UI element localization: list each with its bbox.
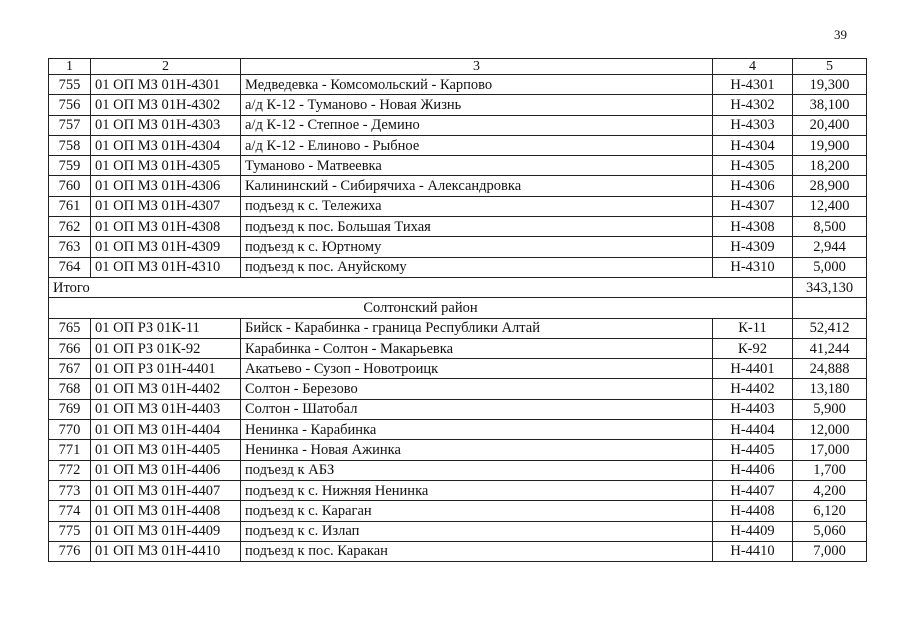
row-number: 774 [49, 501, 91, 521]
table-row [49, 541, 867, 561]
table-row [49, 501, 867, 521]
row-number: 764 [49, 257, 91, 277]
total-label: Итого [49, 277, 793, 297]
table-row [49, 257, 867, 277]
table-row [49, 318, 867, 338]
road-id: Н-4405 [713, 440, 793, 460]
total-row [49, 277, 867, 297]
road-id: Н-4408 [713, 501, 793, 521]
road-length: 2,944 [793, 237, 867, 257]
header-cell: 5 [793, 59, 867, 75]
road-name: Карабинка - Солтон - Макарьевка [241, 338, 713, 358]
road-code: 01 ОП МЗ 01Н-4403 [91, 399, 241, 419]
road-code: 01 ОП МЗ 01Н-4306 [91, 176, 241, 196]
table-row [49, 176, 867, 196]
road-name: подъезд к пос. Большая Тихая [241, 217, 713, 237]
table-row [49, 115, 867, 135]
table-row [49, 440, 867, 460]
road-code: 01 ОП МЗ 01Н-4409 [91, 521, 241, 541]
road-code: 01 ОП МЗ 01Н-4303 [91, 115, 241, 135]
road-name: подъезд к с. Нижняя Ненинка [241, 480, 713, 500]
table-row [49, 95, 867, 115]
row-number: 769 [49, 399, 91, 419]
road-length: 5,900 [793, 399, 867, 419]
row-number: 762 [49, 217, 91, 237]
road-length: 19,900 [793, 135, 867, 155]
road-id: Н-4301 [713, 75, 793, 95]
road-name: а/д К-12 - Елиново - Рыбное [241, 135, 713, 155]
section-empty-cell [793, 298, 867, 318]
road-name: Солтон - Березово [241, 379, 713, 399]
road-id: Н-4308 [713, 217, 793, 237]
road-name: подъезд к с. Караган [241, 501, 713, 521]
row-number: 771 [49, 440, 91, 460]
table-row [49, 135, 867, 155]
table-row [49, 156, 867, 176]
road-length: 52,412 [793, 318, 867, 338]
road-length: 12,000 [793, 420, 867, 440]
road-code: 01 ОП МЗ 01Н-4308 [91, 217, 241, 237]
road-id: Н-4305 [713, 156, 793, 176]
table-row [49, 460, 867, 480]
road-name: Акатьево - Сузоп - Новотроицк [241, 359, 713, 379]
road-name: Ненинка - Карабинка [241, 420, 713, 440]
road-id: Н-4401 [713, 359, 793, 379]
road-code: 01 ОП РЗ 01Н-4401 [91, 359, 241, 379]
row-number: 755 [49, 75, 91, 95]
road-length: 41,244 [793, 338, 867, 358]
road-id: Н-4309 [713, 237, 793, 257]
road-id: Н-4306 [713, 176, 793, 196]
road-name: подъезд к с. Юртному [241, 237, 713, 257]
table-row [49, 379, 867, 399]
road-id: Н-4307 [713, 196, 793, 216]
road-name: подъезд к с. Тележиха [241, 196, 713, 216]
header-cell: 3 [241, 59, 713, 75]
road-id: Н-4302 [713, 95, 793, 115]
row-number: 760 [49, 176, 91, 196]
row-number: 756 [49, 95, 91, 115]
row-number: 773 [49, 480, 91, 500]
road-length: 38,100 [793, 95, 867, 115]
road-length: 5,000 [793, 257, 867, 277]
road-code: 01 ОП МЗ 01Н-4406 [91, 460, 241, 480]
road-name: подъезд к АБЗ [241, 460, 713, 480]
table-row [49, 75, 867, 95]
table-row [49, 338, 867, 358]
section-title: Солтонский район [49, 298, 793, 318]
road-name: подъезд к пос. Ануйскому [241, 257, 713, 277]
road-name: Солтон - Шатобал [241, 399, 713, 419]
road-id: Н-4403 [713, 399, 793, 419]
road-code: 01 ОП РЗ 01К-11 [91, 318, 241, 338]
road-name: а/д К-12 - Степное - Демино [241, 115, 713, 135]
table-row [49, 196, 867, 216]
row-number: 761 [49, 196, 91, 216]
section-row [49, 298, 867, 318]
road-id: Н-4404 [713, 420, 793, 440]
road-name: Туманово - Матвеевка [241, 156, 713, 176]
road-length: 8,500 [793, 217, 867, 237]
header-cell: 1 [49, 59, 91, 75]
road-length: 6,120 [793, 501, 867, 521]
road-name: Бийск - Карабинка - граница Республики Алтай [241, 318, 713, 338]
road-length: 12,400 [793, 196, 867, 216]
road-length: 1,700 [793, 460, 867, 480]
road-id: К-11 [713, 318, 793, 338]
road-code: 01 ОП МЗ 01Н-4405 [91, 440, 241, 460]
road-code: 01 ОП МЗ 01Н-4302 [91, 95, 241, 115]
road-code: 01 ОП МЗ 01Н-4410 [91, 541, 241, 561]
road-name: Калининский - Сибирячиха - Александровка [241, 176, 713, 196]
road-length: 19,300 [793, 75, 867, 95]
row-number: 776 [49, 541, 91, 561]
road-code: 01 ОП МЗ 01Н-4402 [91, 379, 241, 399]
road-length: 13,180 [793, 379, 867, 399]
road-length: 28,900 [793, 176, 867, 196]
road-length: 18,200 [793, 156, 867, 176]
road-code: 01 ОП МЗ 01Н-4310 [91, 257, 241, 277]
road-length: 17,000 [793, 440, 867, 460]
row-number: 775 [49, 521, 91, 541]
total-value: 343,130 [793, 277, 867, 297]
road-name: Ненинка - Новая Ажинка [241, 440, 713, 460]
table-header-row [49, 59, 867, 75]
road-code: 01 ОП РЗ 01К-92 [91, 338, 241, 358]
header-cell: 4 [713, 59, 793, 75]
row-number: 770 [49, 420, 91, 440]
table-row [49, 359, 867, 379]
row-number: 768 [49, 379, 91, 399]
road-name: подъезд к пос. Каракан [241, 541, 713, 561]
road-id: Н-4410 [713, 541, 793, 561]
road-id: Н-4402 [713, 379, 793, 399]
road-id: Н-4407 [713, 480, 793, 500]
road-code: 01 ОП МЗ 01Н-4404 [91, 420, 241, 440]
road-code: 01 ОП МЗ 01Н-4309 [91, 237, 241, 257]
road-length: 20,400 [793, 115, 867, 135]
table-row [49, 399, 867, 419]
road-name: Медведевка - Комсомольский - Карпово [241, 75, 713, 95]
table-row [49, 217, 867, 237]
table-row [49, 521, 867, 541]
roads-table [48, 58, 867, 562]
road-name: а/д К-12 - Туманово - Новая Жизнь [241, 95, 713, 115]
row-number: 765 [49, 318, 91, 338]
road-length: 7,000 [793, 541, 867, 561]
road-code: 01 ОП МЗ 01Н-4304 [91, 135, 241, 155]
road-code: 01 ОП МЗ 01Н-4301 [91, 75, 241, 95]
road-id: Н-4409 [713, 521, 793, 541]
row-number: 763 [49, 237, 91, 257]
road-length: 4,200 [793, 480, 867, 500]
table-row [49, 420, 867, 440]
road-id: Н-4303 [713, 115, 793, 135]
header-cell: 2 [91, 59, 241, 75]
table-row [49, 480, 867, 500]
page-number: 39 [834, 27, 847, 42]
road-id: Н-4304 [713, 135, 793, 155]
row-number: 758 [49, 135, 91, 155]
road-id: К-92 [713, 338, 793, 358]
road-code: 01 ОП МЗ 01Н-4307 [91, 196, 241, 216]
road-code: 01 ОП МЗ 01Н-4407 [91, 480, 241, 500]
row-number: 759 [49, 156, 91, 176]
road-id: Н-4406 [713, 460, 793, 480]
road-length: 24,888 [793, 359, 867, 379]
row-number: 757 [49, 115, 91, 135]
road-length: 5,060 [793, 521, 867, 541]
road-code: 01 ОП МЗ 01Н-4408 [91, 501, 241, 521]
road-code: 01 ОП МЗ 01Н-4305 [91, 156, 241, 176]
table-row [49, 237, 867, 257]
row-number: 772 [49, 460, 91, 480]
road-name: подъезд к с. Излап [241, 521, 713, 541]
row-number: 767 [49, 359, 91, 379]
row-number: 766 [49, 338, 91, 358]
road-id: Н-4310 [713, 257, 793, 277]
